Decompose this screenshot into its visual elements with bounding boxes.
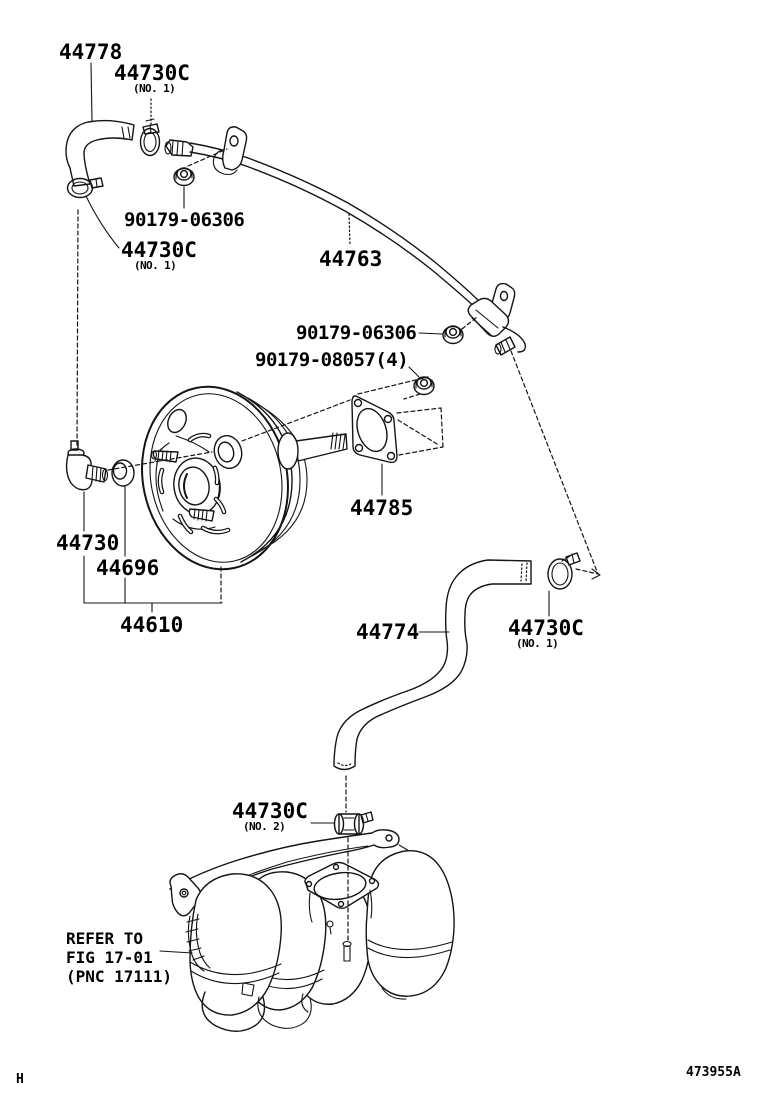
clamp-44730c-upper-icon (141, 119, 160, 156)
nut-90179-06306-upper-icon (174, 168, 194, 186)
hose-44778-drawing (66, 121, 134, 186)
label-44730c-top: 44730C (114, 61, 190, 85)
label-44730c-no1-note: (NO. 1) (516, 637, 559, 650)
label-44763: 44763 (319, 247, 383, 271)
label-90179-08057: 90179-08057(4) (255, 349, 409, 371)
label-44785: 44785 (350, 496, 414, 520)
label-44730: 44730 (56, 531, 120, 555)
brake-booster-44610-drawing (125, 373, 347, 583)
label-44730c-no2-note: (NO. 2) (243, 820, 286, 833)
reference-note-line2: FIG 17-01 (66, 948, 153, 967)
label-90179-06306-upper: 90179-06306 (124, 209, 245, 231)
label-44774: 44774 (356, 620, 420, 644)
pipe-end-connector-icon (468, 284, 525, 355)
label-44778: 44778 (59, 40, 123, 64)
reference-note-line3: (PNC 17111) (66, 967, 172, 986)
label-44610: 44610 (120, 613, 184, 637)
grommet-44696-icon (112, 460, 134, 486)
clamp-44730c-no2-icon (335, 812, 374, 834)
label-44730c-mid-note: (NO. 1) (134, 259, 177, 272)
reference-note-line1: REFER TO (66, 929, 144, 948)
drawing-code: 473955A (686, 1065, 741, 1080)
label-44730c-no1: 44730C (508, 616, 584, 640)
reference-note (66, 929, 172, 986)
label-44730c-mid: 44730C (121, 238, 197, 262)
connector-nipple-icon (165, 140, 193, 156)
gasket-44785-drawing (352, 396, 397, 463)
clamp-44730c-no1-icon (548, 553, 580, 589)
intake-manifold-drawing (170, 830, 454, 1031)
nut-90179-08057-icon (414, 377, 434, 395)
label-44696: 44696 (96, 556, 160, 580)
check-valve-44730-icon (67, 441, 108, 490)
sheet-letter: H (16, 1072, 24, 1087)
hose-44774-drawing (334, 560, 531, 770)
label-90179-06306-lower: 90179-06306 (296, 322, 417, 344)
label-44730c-no2: 44730C (232, 799, 308, 823)
nut-90179-06306-lower-icon (443, 326, 463, 344)
label-44730c-top-note: (NO. 1) (133, 82, 176, 95)
pipe-stay-upper-icon (213, 127, 246, 175)
